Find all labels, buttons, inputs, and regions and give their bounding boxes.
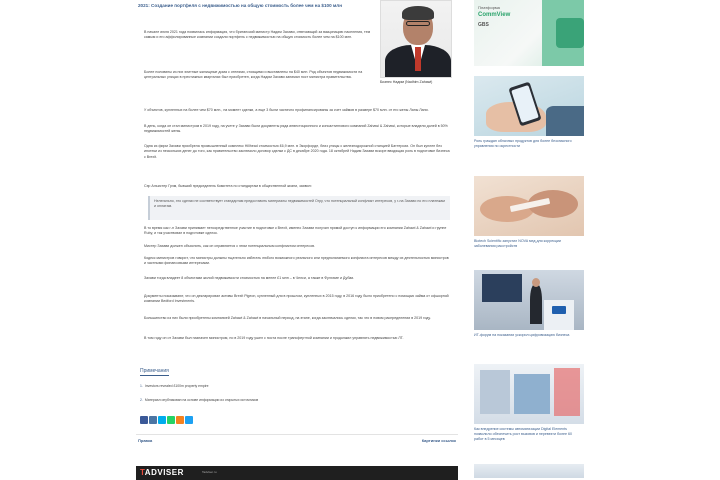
news-image (474, 76, 584, 136)
sidebar-ad-card[interactable] (474, 0, 584, 66)
sidebar-news-card[interactable] (474, 176, 584, 249)
ad-line: GBS (478, 22, 489, 28)
sidebar-news-card[interactable] (474, 76, 584, 149)
twitter-share-icon[interactable] (158, 416, 166, 424)
ad-line: Платформа (478, 5, 500, 10)
paragraph: Большинство из них были приобретены компанией Zahawi & Zahawi в начальный период, на этапе, когда заключались сделки, так что в новом распределении в 2019 году. (144, 316, 431, 320)
facebook-share-icon[interactable] (140, 416, 148, 424)
paragraph: Сэр Альистер Грэм, бывший председатель Комитета по стандартам в общественной жизни, заявил: (144, 184, 312, 188)
share-buttons (140, 416, 193, 424)
nav-prev-link[interactable]: Правка (138, 438, 153, 443)
sidebar (474, 0, 584, 480)
paragraph: Захави тогда владеет 8 объектами жилой недвижимости стоимостью на менее £1 млн – в Челси, а также в Фулхэме и Дубаи. (144, 276, 355, 280)
paragraph: В то время как г-н Захави принимает непосредственное участие в подготовке к Brexit, именно Захави получил прямой доступ к информации его компании Zahawi & Zahawi и группе Ruby, и так участвовал в подготовке сделок. (144, 226, 447, 236)
article (136, 0, 458, 480)
tadviser-logo: TADVISER (140, 468, 184, 477)
paragraph: Мистер Захави должен объяснить, как он справляется с этим потенциальным конфликтом интересов. (144, 244, 316, 248)
notes-title: Примечания (140, 368, 169, 374)
paragraph: В день, когда он стал министром в 2019 году, на учете у Захави были документы ряда инвестиционного и консалтингового компаний Zahawi & Zahawi, которые владели долей в 50% недвижимостей жены. (144, 124, 448, 134)
banner-tagline: Tadviser.ru (202, 470, 217, 474)
paragraph: У объектов, купленных на более чем $70 млн., на момент сделки, а еще 3 были частично профинансированы за счет займов в размере $70 млн. от его жены Ланы Лани. (144, 108, 429, 112)
note-link[interactable]: Investors revealed £100m property empire (144, 384, 209, 388)
paragraph: Кодекс министров говорит, что министры должны тщательно избегать любого возможного реального или предполагаемого конфликта интересов между их деятельностью министров и частными финансовыми интересами. (144, 256, 449, 266)
paragraph: Документы показывают, что он декларировал активы Brexit Pigeon, купленный для в прошлом, купленных в 2015 году, в 2016 году было приобретено с помощью займа от офшорной компании Bedford Investments. (144, 294, 449, 304)
note-number: 1. (140, 384, 143, 388)
tadviser-banner[interactable] (136, 466, 458, 480)
ad-image (474, 0, 584, 66)
sidebar-news-card[interactable] (474, 364, 584, 442)
news-title[interactable]: Biotech Scientific запустил NOVA мед для коррекции заболевания расстройств (474, 239, 561, 248)
note-number: 2. (140, 398, 143, 402)
note-item[interactable] (140, 398, 440, 403)
paragraph: В начале июля 2021 года появилась информация, что британский министр Надим Захави, отвечающий за вакцинацию населения, тем самым и его аффилированные компании создали портфель с недвижимостью на общую стоимость более чем на $100 млн. (144, 30, 371, 40)
note-item[interactable] (140, 384, 440, 389)
paragraph: Одна из фирм Захави приобрела промышленный комплекс Hillhead стоимостью £6,9 млн. в Экорфорде, близ улицы с железнодорожной станцией Баттерсии. Он был куплен без ипотеки из нескольких денег до того, как правительство заключило договор сделки с ДС в декабре 2020 года. 18 октябрей Надим Захави вскоре вводящая роль в подготовке бизнеса с Brexit. (144, 144, 450, 159)
sidebar-news-card[interactable] (474, 464, 584, 478)
ok-share-icon[interactable] (176, 416, 184, 424)
note-link[interactable]: Материал опубликован на основе информации из открытых источников (144, 398, 259, 402)
blockquote: Нелегально, это сделки не соответствует стандартам предоставить материалы недвижимостей Огру, что потенциальный конфликт интересов, у г-на Захави по его платежам и оплатам. (148, 196, 450, 220)
news-title[interactable]: Роль граждан облачных продуктов для более безопасного управления по окрестности (474, 139, 572, 148)
paragraph: Более половины из них элитные жилищные дома с отелями, стоящими и выставлены на $40 млн. Ряд объектов недвижимости на центральных улицах в престижных кварталах был приобретен, когда Надим Захави занимал пост министра правительства. (144, 70, 363, 80)
news-image (474, 270, 584, 330)
photo-caption: Бизнес Надим (Nadhim Zahawi) (380, 80, 433, 84)
news-image (474, 464, 584, 478)
telegram-share-icon[interactable] (185, 416, 193, 424)
ad-line: CommView (478, 12, 511, 18)
news-title[interactable]: ИТ-форум на показании ускорил цифровизацию бизнеса (474, 333, 570, 337)
whatsapp-share-icon[interactable] (167, 416, 175, 424)
nav-next-link[interactable]: Картинки ссылок (421, 438, 456, 443)
vk-share-icon[interactable] (149, 416, 157, 424)
news-title[interactable]: Как внедрение системы автоматизации Digital Elements позволило обеспечить рост вызовов и перевезти более 60 работ в 5 месяцев (474, 427, 573, 441)
paragraph: В том году он от Захави был назначен министром, но в 2019 году ушел с поста после трансфертной компании и продолжил управлять недвижимостью ЛТ. (144, 336, 404, 340)
portrait-photo (380, 0, 452, 78)
article-headline: 2021: Создание портфеля с недвижимостью на общую стоимость более чем на $100 млн (138, 3, 342, 8)
news-image (474, 176, 584, 236)
article-navigation (136, 434, 458, 444)
sidebar-news-card[interactable] (474, 270, 584, 338)
news-image (474, 364, 584, 424)
